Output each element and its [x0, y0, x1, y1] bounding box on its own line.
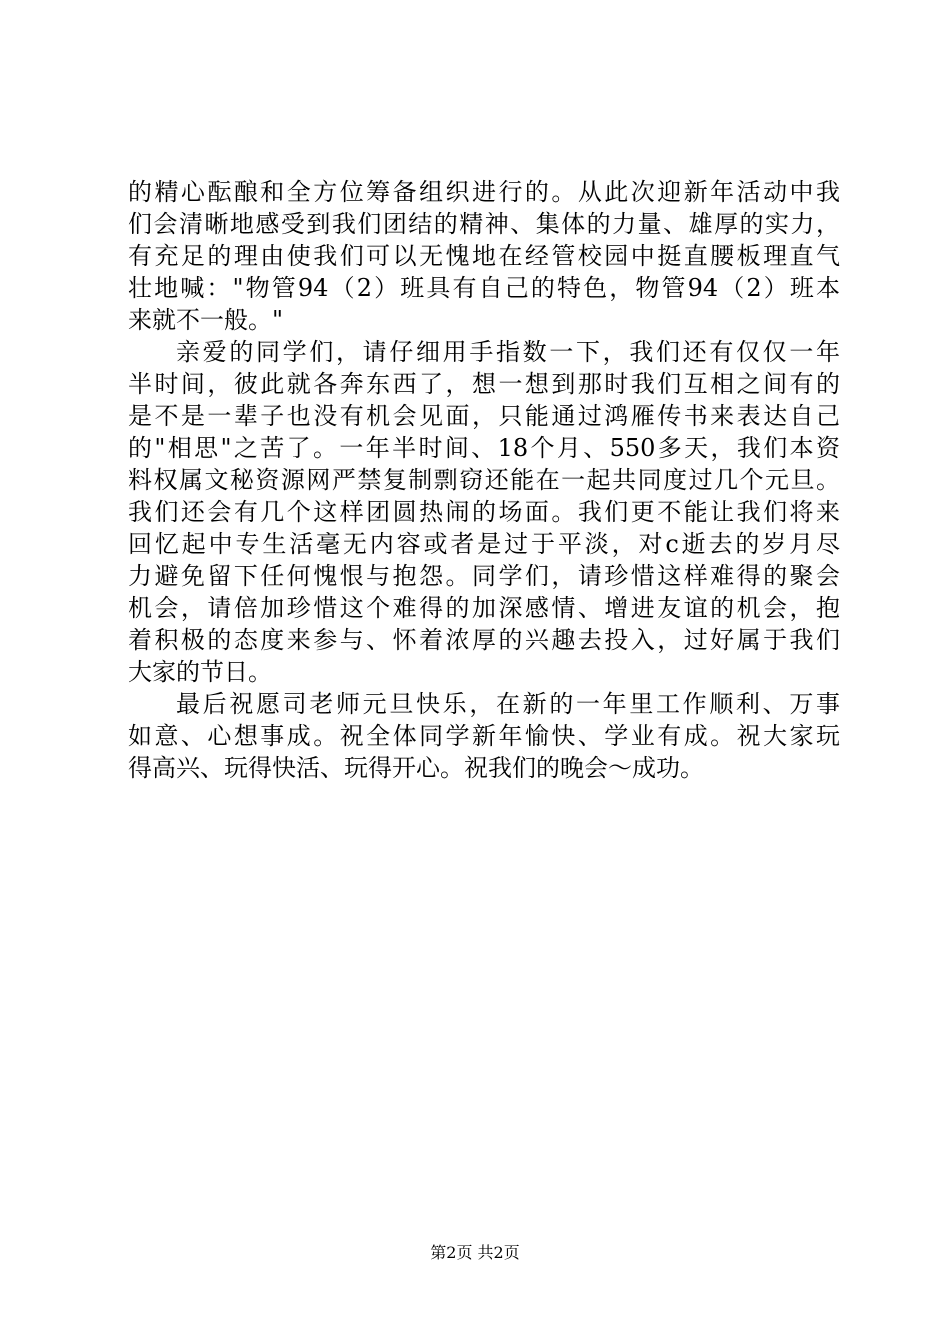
text-line: 着积极的态度来参与、怀着浓厚的兴趣去投入，过好属于我们: [128, 626, 840, 654]
text-line: 的"相思"之苦了。一年半时间、18个月、550多天，我们本资: [128, 434, 840, 462]
text-line: 半时间，彼此就各奔东西了，想一想到那时我们互相之间有的: [128, 370, 840, 398]
body-text: [128, 176, 840, 784]
text-line: 机会，请倍加珍惜这个难得的加深感情、增进友谊的机会，抱: [128, 594, 840, 622]
text-line: 的精心酝酿和全方位筹备组织进行的。从此次迎新年活动中我: [128, 178, 840, 206]
text-line: 们会清晰地感受到我们团结的精神、集体的力量、雄厚的实力，: [128, 210, 840, 238]
text-line: 是不是一辈子也没有机会见面，只能通过鸿雁传书来表达自己: [128, 402, 840, 430]
text-line: 大家的节日。: [128, 658, 272, 686]
text-line: 力避免留下任何愧恨与抱怨。同学们，请珍惜这样难得的聚会: [128, 562, 840, 590]
page-number: 第2页 共2页: [430, 1243, 520, 1262]
text-line: 料权属文秘资源网严禁复制剽窃还能在一起共同度过几个元旦。: [128, 466, 840, 494]
text-line: 得高兴、玩得快活、玩得开心。祝我们的晚会～成功。: [128, 754, 704, 782]
text-line: 有充足的理由使我们可以无愧地在经管校园中挺直腰板理直气: [128, 242, 840, 270]
text-line: 来就不一般。": [128, 306, 284, 334]
text-line: 壮地喊："物管94（2）班具有自己的特色，物管94（2）班本: [128, 274, 840, 302]
text-line: 回忆起中专生活毫无内容或者是过于平淡，对c逝去的岁月尽: [128, 530, 840, 558]
text-line: 我们还会有几个这样团圆热闹的场面。我们更不能让我们将来: [128, 498, 840, 526]
page-footer: [0, 1242, 950, 1264]
text-line: 如意、心想事成。祝全体同学新年愉快、学业有成。祝大家玩: [128, 722, 840, 750]
paragraph-start-line: 最后祝愿司老师元旦快乐，在新的一年里工作顺利、万事: [176, 690, 840, 718]
paragraph-start-line: 亲爱的同学们，请仔细用手指数一下，我们还有仅仅一年: [176, 338, 840, 366]
